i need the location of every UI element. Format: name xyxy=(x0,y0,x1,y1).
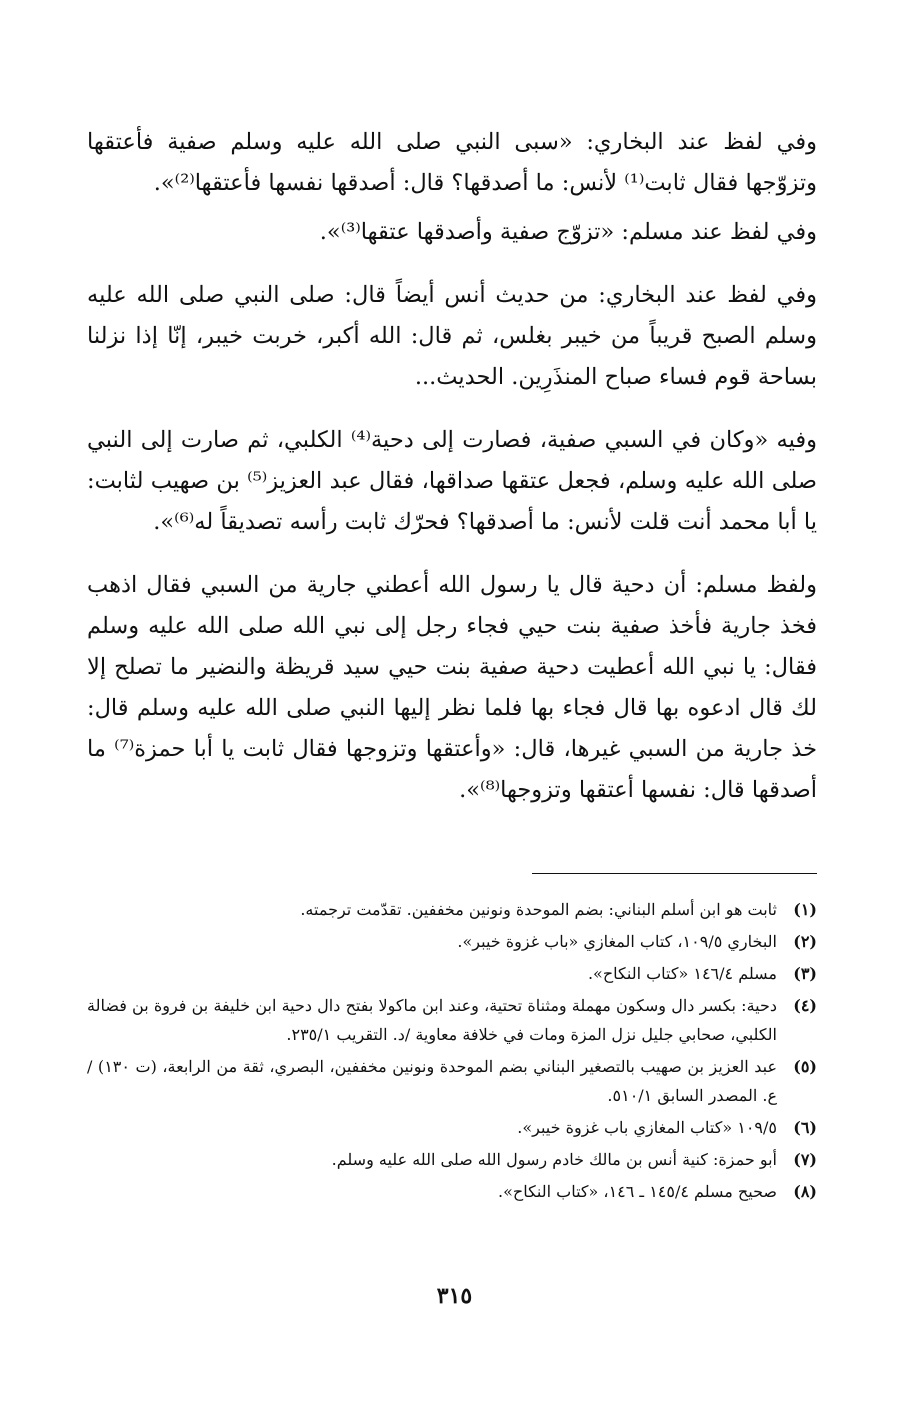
footnote-text: ثابت هو ابن أسلم البناني: بضم الموحدة ونونين مخففين. تقدّمت ترجمته. xyxy=(300,900,777,919)
footnote-text: ١٠٩/٥ «كتاب المغازي باب غزوة خيبر». xyxy=(517,1118,777,1137)
footnote-text: البخاري ١٠٩/٥، كتاب المغازي «باب غزوة خيبر». xyxy=(457,932,777,951)
footnote-number: (٢) xyxy=(793,932,817,951)
footnote-number: (٦) xyxy=(793,1118,817,1137)
footnote-item xyxy=(87,927,817,956)
footnote-text: عبد العزيز بن صهيب بالتصغير البناني بضم الموحدة ونونين مخففين، البصري، ثقة من الرابعة، (ت ١٣٠) /ع. المصدر السابق ٥١٠/١. xyxy=(87,1057,778,1105)
main-text xyxy=(87,122,817,811)
footnote-item xyxy=(87,1052,817,1110)
paragraph-dihya: وفيه «وكان في السبي صفية، فصارت إلى دحية⁽⁴⁾ الكلبي، ثم صارت إلى النبي صلى الله عليه وسلم، فجعل عتقها صداقها، فقال عبد العزيز⁽⁵⁾ بن صهيب لثابت: يا أبا محمد أنت قلت لأنس: ما أصدقها؟ فحرّك ثابت رأسه تصديقاً له⁽⁶⁾». xyxy=(87,427,818,535)
footnote-number: (٤) xyxy=(793,996,817,1015)
paragraph-muslim-1: وفي لفظ عند مسلم: «تزوّج صفية وأصدقها عتقها⁽³⁾». xyxy=(319,219,817,245)
footnotes xyxy=(87,895,817,1209)
footnote-item xyxy=(87,959,817,988)
footnote-text: مسلم ١٤٦/٤ «كتاب النكاح». xyxy=(587,964,777,983)
footnote-text: صحيح مسلم ١٤٥/٤ ـ ١٤٦، «كتاب النكاح». xyxy=(497,1182,777,1201)
footnote-number: (٨) xyxy=(793,1182,817,1201)
footnote-number: (١) xyxy=(793,900,817,919)
footnote-separator xyxy=(532,873,817,874)
footnote-text: دحية: بكسر دال وسكون مهملة ومثناة تحتية، وعند ابن ماكولا بفتح دال دحية ابن خليفة بن فروة بن فضالة الكلبي، صحابي جليل نزل المزة ومات في خلافة معاوية /د. التقريب ٢٣٥/١. xyxy=(87,996,777,1044)
footnote-item xyxy=(87,991,817,1049)
paragraph-muslim-2: ولفظ مسلم: أن دحية قال يا رسول الله أعطني جارية من السبي فقال اذهب فخذ جارية فأخذ صفية بنت حيي فجاء رجل إلى نبي الله صلى الله عليه وسلم فقال: يا نبي الله أعطيت دحية صفية بنت حيي سيد قريظة والنضير ما تصلح إلا لك قال ادعوه بها قال فجاء بها فلما نظر إليها النبي صلى الله عليه وسلم قال: خذ جارية من السبي غيرها، قال: «وأعتقها وتزوجها فقال ثابت يا أبا حمزة⁽⁷⁾ ما أصدقها قال: نفسها أعتقها وتزوجها⁽⁸⁾». xyxy=(87,572,817,803)
paragraph-bukhari-1: وفي لفظ عند البخاري: «سبى النبي صلى الله عليه وسلم صفية فأعتقها وتزوّجها فقال ثابت⁽¹⁾ لأنس: ما أصدقها؟ قال: أصدقها نفسها فأعتقها⁽²⁾». xyxy=(87,129,817,196)
footnote-text: أبو حمزة: كنية أنس بن مالك خادم رسول الله صلى الله عليه وسلم. xyxy=(331,1150,777,1169)
footnote-item xyxy=(87,1113,817,1142)
footnote-item xyxy=(87,1177,817,1206)
footnote-number: (٧) xyxy=(793,1150,817,1169)
footnote-number: (٣) xyxy=(793,964,817,983)
footnote-number: (٥) xyxy=(793,1057,817,1076)
footnote-item xyxy=(87,895,817,924)
footnote-item xyxy=(87,1145,817,1174)
paragraph-bukhari-2: وفي لفظ عند البخاري: من حديث أنس أيضاً قال: صلى النبي صلى الله عليه وسلم الصبح قريباً من خيبر بغلس، ثم قال: الله أكبر، خربت خيبر، إنّا إذا نزلنا بساحة قوم فساء صباح المنذَرِين. الحديث... xyxy=(87,282,817,390)
page-number: ٣١٥ xyxy=(436,1283,473,1309)
